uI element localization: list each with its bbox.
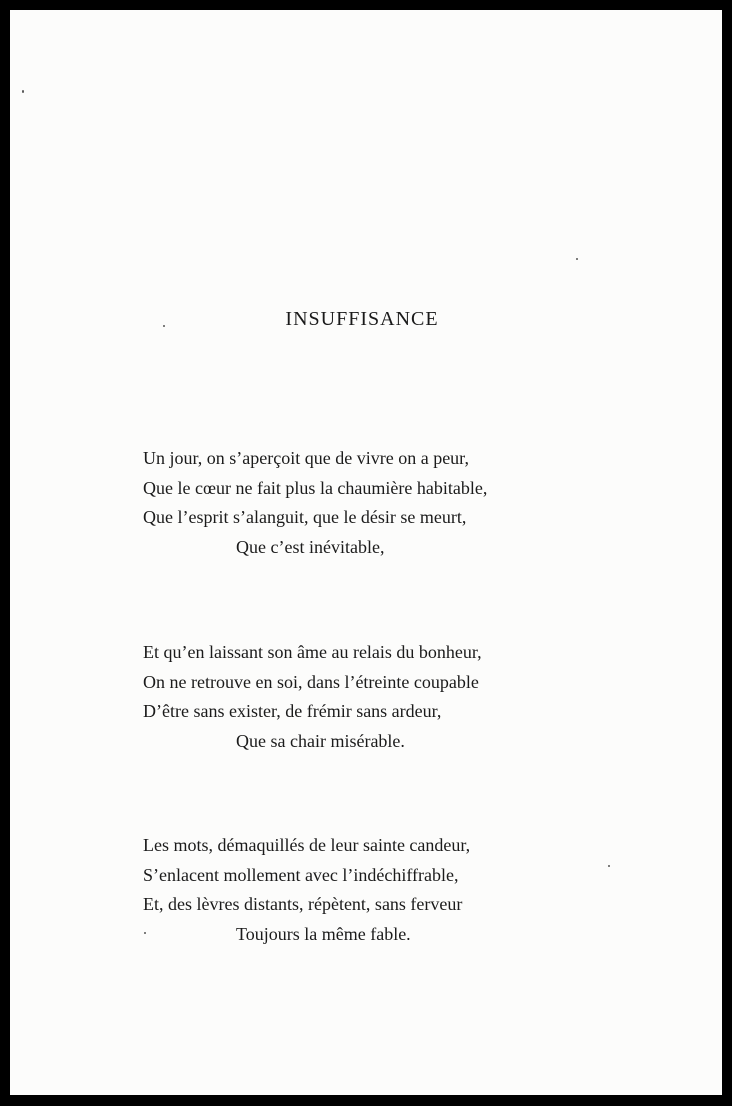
verse-line: D’être sans exister, de frémir sans ardeur, bbox=[143, 701, 442, 721]
paper-speck bbox=[576, 258, 578, 260]
verse-line: Et, des lèvres distants, répètent, sans ferveur bbox=[143, 894, 463, 914]
verse-line: Que l’esprit s’alanguit, que le désir se meurt, bbox=[143, 507, 467, 527]
poem-title: INSUFFISANCE bbox=[285, 308, 439, 330]
verse-line: S’enlacent mollement avec l’indéchiffrable, bbox=[143, 864, 459, 885]
stanza-3 bbox=[143, 831, 470, 949]
stanza-1 bbox=[143, 444, 487, 562]
paper-speck bbox=[22, 90, 24, 93]
verse-line: Et qu’en laissant son âme au relais du bonheur, bbox=[143, 642, 482, 662]
verse-line: Un jour, on s’aperçoit que de vivre on a peur, bbox=[143, 448, 469, 468]
book-page bbox=[10, 10, 722, 1095]
verse-line-refrain: Que c’est inévitable, bbox=[236, 536, 385, 557]
verse-line-refrain: Toujours la même fable. bbox=[236, 923, 411, 944]
verse-line-refrain: Que sa chair misérable. bbox=[236, 730, 405, 751]
stanza-2 bbox=[143, 638, 482, 756]
verse-line: Que le cœur ne fait plus la chaumière habitable, bbox=[143, 477, 488, 498]
verse-line: On ne retrouve en soi, dans l’étreinte coupable bbox=[143, 671, 479, 692]
verse-line: Les mots, démaquillés de leur sainte candeur, bbox=[143, 835, 471, 855]
paper-speck bbox=[608, 865, 610, 867]
